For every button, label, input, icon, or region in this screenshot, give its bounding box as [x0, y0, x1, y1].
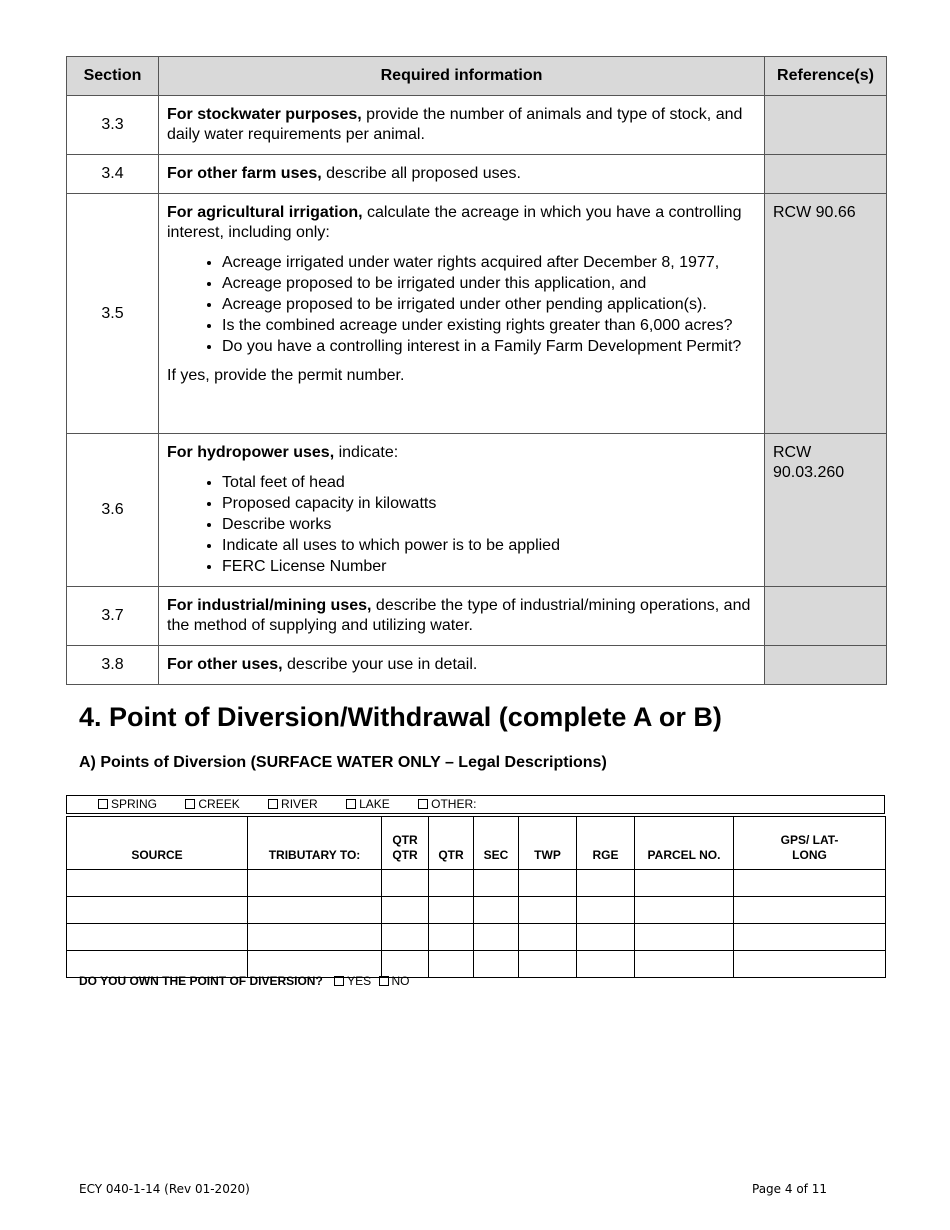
- col-sec: SEC: [474, 817, 519, 870]
- source-type-lake[interactable]: LAKE: [346, 796, 390, 813]
- section-number: 3.3: [67, 96, 159, 155]
- row-lead: For other farm uses,: [167, 165, 322, 182]
- table-row: [67, 96, 887, 155]
- diversion-entry-cell[interactable]: [67, 870, 248, 897]
- list-item: • Acreage proposed to be irrigated under other pending application(s).: [222, 294, 756, 315]
- diversion-entry-cell[interactable]: [67, 897, 248, 924]
- reference-cell: [765, 96, 887, 155]
- col-parcel-no: PARCEL NO.: [635, 817, 734, 870]
- table-row: [67, 194, 887, 434]
- list-item: • Total feet of head: [222, 472, 756, 493]
- row-lead: For stockwater purposes,: [167, 106, 362, 123]
- list-item: • Acreage proposed to be irrigated under this application, and: [222, 273, 756, 294]
- list-item: • Do you have a controlling interest in a Family Farm Development Permit?: [222, 336, 756, 357]
- diversion-entry-cell[interactable]: [382, 924, 429, 951]
- diversion-entry-cell[interactable]: [382, 897, 429, 924]
- diversion-entry-cell[interactable]: [474, 870, 519, 897]
- diversion-entry-cell[interactable]: [429, 897, 474, 924]
- section-number: 3.6: [67, 434, 159, 587]
- col-source: SOURCE: [67, 817, 248, 870]
- table-row: [67, 646, 887, 685]
- row-lead: For other uses,: [167, 656, 283, 673]
- required-info-table: [66, 56, 887, 685]
- diversion-entry-cell[interactable]: [734, 870, 886, 897]
- table-row: [67, 434, 887, 587]
- list-item: • Describe works: [222, 514, 756, 535]
- diversion-entry-cell[interactable]: [382, 870, 429, 897]
- diversion-entry-row: [67, 897, 886, 924]
- col-rge: RGE: [577, 817, 635, 870]
- diversion-entry-row: [67, 870, 886, 897]
- required-info-cell: [159, 587, 765, 646]
- source-type-other[interactable]: OTHER:: [418, 796, 476, 813]
- col-gps-lat-long: GPS/ LAT-LONG: [734, 817, 886, 870]
- source-type-river[interactable]: RIVER: [268, 796, 318, 813]
- diversion-entry-cell[interactable]: [577, 951, 635, 978]
- diversion-entry-cell[interactable]: [519, 924, 577, 951]
- reference-cell: RCW 90.03.260: [765, 434, 887, 587]
- diversion-entry-cell[interactable]: [474, 897, 519, 924]
- list-item: • FERC License Number: [222, 556, 756, 577]
- diversion-entry-cell[interactable]: [429, 951, 474, 978]
- subsection-heading: A) Points of Diversion (SURFACE WATER ONLY – Legal Descriptions): [79, 754, 607, 771]
- diversion-entry-cell[interactable]: [635, 924, 734, 951]
- col-twp: TWP: [519, 817, 577, 870]
- ownership-yes[interactable]: YES: [334, 974, 371, 988]
- diversion-entry-cell[interactable]: [67, 924, 248, 951]
- list-item: • Acreage irrigated under water rights acquired after December 8, 1977,: [222, 252, 756, 273]
- diversion-entry-cell[interactable]: [248, 924, 382, 951]
- list-item: • Is the combined acreage under existing rights greater than 6,000 acres?: [222, 315, 756, 336]
- diversion-entry-cell[interactable]: [577, 897, 635, 924]
- diversion-entry-cell[interactable]: [519, 897, 577, 924]
- table-row: [67, 587, 887, 646]
- row-lead: For agricultural irrigation,: [167, 204, 363, 221]
- table-header-row: [67, 57, 887, 96]
- diversion-header-row: [67, 817, 886, 870]
- required-info-cell: [159, 194, 765, 434]
- ownership-question-row: [79, 974, 414, 988]
- source-type-row: [66, 795, 885, 814]
- footer-form-id: ECY 040-1-14 (Rev 01-2020): [79, 1182, 250, 1196]
- section-number: 3.5: [67, 194, 159, 434]
- bullet-list: [167, 252, 756, 357]
- checkbox-icon[interactable]: [418, 799, 428, 809]
- diversion-entry-cell[interactable]: [519, 870, 577, 897]
- diversion-entry-cell[interactable]: [635, 870, 734, 897]
- checkbox-icon[interactable]: [268, 799, 278, 809]
- row-text: calculate the acreage in which you have a controlling interest, including only:: [167, 204, 742, 241]
- diversion-table: [66, 816, 886, 978]
- checkbox-icon[interactable]: [346, 799, 356, 809]
- diversion-entry-cell[interactable]: [474, 951, 519, 978]
- diversion-entry-cell[interactable]: [734, 897, 886, 924]
- reference-cell: RCW 90.66: [765, 194, 887, 434]
- row-text: indicate:: [334, 444, 399, 461]
- col-tributary: TRIBUTARY TO:: [248, 817, 382, 870]
- row-lead: For hydropower uses,: [167, 444, 335, 461]
- row-text: describe your use in detail.: [282, 656, 478, 673]
- checkbox-icon[interactable]: [185, 799, 195, 809]
- ownership-no[interactable]: NO: [379, 974, 410, 988]
- diversion-entry-cell[interactable]: [577, 924, 635, 951]
- col-qtr-qtr: QTR QTR: [382, 817, 429, 870]
- diversion-entry-cell[interactable]: [635, 951, 734, 978]
- list-item: • Proposed capacity in kilowatts: [222, 493, 756, 514]
- required-info-cell: [159, 155, 765, 194]
- checkbox-icon[interactable]: [334, 976, 344, 986]
- header-required-information: Required information: [159, 57, 765, 96]
- diversion-entry-cell[interactable]: [577, 870, 635, 897]
- section-number: 3.4: [67, 155, 159, 194]
- reference-cell: [765, 587, 887, 646]
- footer-page-number: Page 4 of 11: [752, 1182, 827, 1196]
- reference-cell: [765, 155, 887, 194]
- diversion-entry-cell[interactable]: [734, 951, 886, 978]
- section-heading: 4. Point of Diversion/Withdrawal (complete A or B): [79, 702, 722, 732]
- diversion-entry-cell[interactable]: [429, 870, 474, 897]
- bullet-list: [167, 472, 756, 577]
- diversion-entry-cell[interactable]: [248, 870, 382, 897]
- section-number: 3.8: [67, 646, 159, 685]
- checkbox-icon[interactable]: [379, 976, 389, 986]
- row-text: describe the type of industrial/mining operations, and the method of supplying and utilizing water.: [167, 597, 751, 634]
- diversion-entry-cell[interactable]: [248, 897, 382, 924]
- required-info-cell: [159, 646, 765, 685]
- ownership-question: DO YOU OWN THE POINT OF DIVERSION?: [79, 974, 323, 988]
- row-after-text: If yes, provide the permit number.: [167, 367, 405, 384]
- row-text: describe all proposed uses.: [321, 165, 521, 182]
- source-type-creek[interactable]: CREEK: [185, 796, 239, 813]
- col-qtr: QTR: [429, 817, 474, 870]
- diversion-entry-row: [67, 924, 886, 951]
- list-item: • Indicate all uses to which power is to be applied: [222, 535, 756, 556]
- points-of-diversion-form: [66, 795, 885, 978]
- checkbox-icon[interactable]: [98, 799, 108, 809]
- table-row: [67, 155, 887, 194]
- required-info-cell: [159, 434, 765, 587]
- source-type-spring[interactable]: SPRING: [98, 796, 157, 813]
- reference-cell: [765, 646, 887, 685]
- diversion-entry-cell[interactable]: [519, 951, 577, 978]
- header-section: Section: [67, 57, 159, 96]
- diversion-entry-cell[interactable]: [429, 924, 474, 951]
- required-info-cell: [159, 96, 765, 155]
- diversion-entry-cell[interactable]: [474, 924, 519, 951]
- row-text: provide the number of animals and type of stock, and daily water requirements per animal.: [167, 106, 743, 143]
- header-references: Reference(s): [765, 57, 887, 96]
- diversion-entry-cell[interactable]: [734, 924, 886, 951]
- row-lead: For industrial/mining uses,: [167, 597, 372, 614]
- section-number: 3.7: [67, 587, 159, 646]
- diversion-entry-cell[interactable]: [635, 897, 734, 924]
